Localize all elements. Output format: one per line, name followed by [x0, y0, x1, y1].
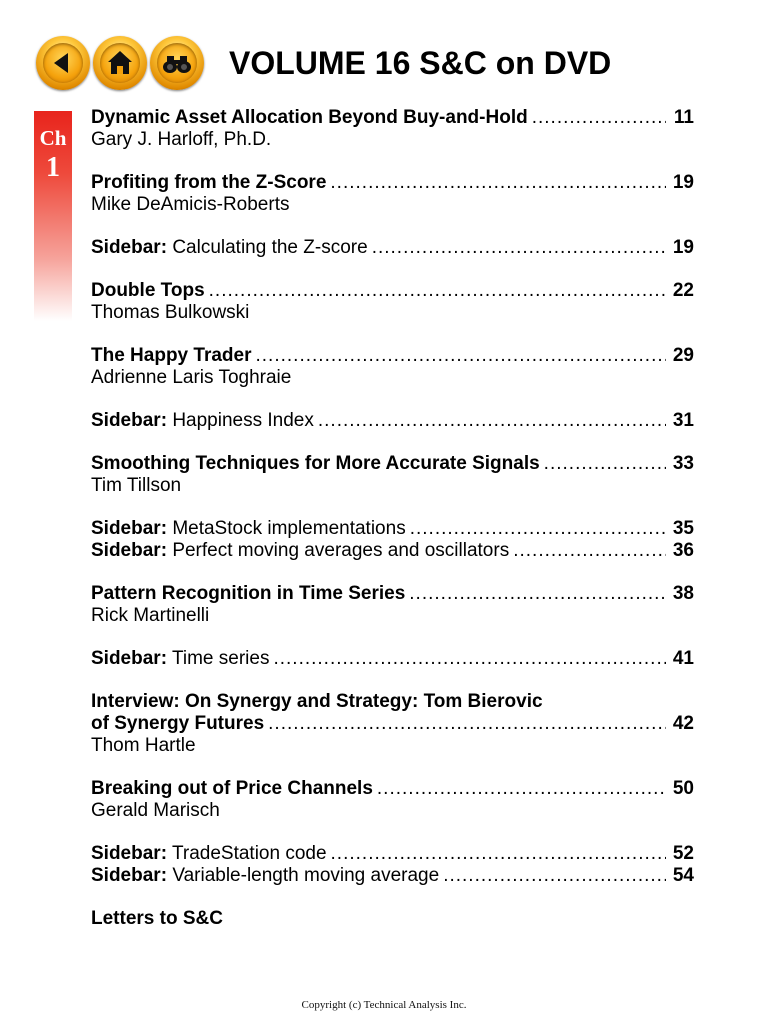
article-title: Double Tops	[91, 280, 205, 301]
toc-line[interactable]	[91, 583, 694, 605]
toc-line[interactable]	[91, 778, 694, 800]
toc-line[interactable]	[91, 280, 694, 302]
leader-dots	[318, 410, 666, 432]
page-number: 36	[672, 540, 694, 561]
leader-dots	[330, 172, 666, 194]
toc-line[interactable]	[91, 908, 694, 930]
search-button[interactable]	[150, 36, 204, 90]
article-title: Profiting from the Z-Score	[91, 172, 327, 193]
chapter-label: Ch	[39, 126, 67, 150]
page-number: 38	[672, 583, 694, 604]
leader-dots	[209, 280, 666, 302]
toc-entry[interactable]	[91, 345, 694, 389]
author-name: Tim Tillson	[91, 475, 182, 496]
toc-entry[interactable]	[91, 453, 694, 497]
article-title: Interview: On Synergy and Strategy: Tom Bierovic	[91, 691, 543, 712]
toc-entry[interactable]	[91, 691, 694, 757]
author-name: Mike DeAmicis-Roberts	[91, 194, 290, 215]
article-title: Smoothing Techniques for More Accurate Signals	[91, 453, 540, 474]
page-number: 50	[672, 778, 694, 799]
page-number: 41	[672, 648, 694, 669]
page-number: 31	[672, 410, 694, 431]
sidebar-title: Perfect moving averages and oscillators	[172, 540, 510, 561]
sidebar-prefix: Sidebar:	[91, 410, 168, 431]
author-name: Gary J. Harloff, Ph.D.	[91, 129, 272, 150]
leader-dots	[410, 518, 666, 540]
page-number: 19	[672, 237, 694, 258]
toc-line[interactable]	[91, 648, 694, 670]
toc-line[interactable]	[91, 843, 694, 865]
leader-dots	[513, 540, 666, 562]
toc-line[interactable]	[91, 107, 694, 129]
sidebar-prefix: Sidebar:	[91, 648, 168, 669]
toc-line[interactable]	[91, 518, 694, 540]
page-number: 33	[672, 453, 694, 474]
page-title: VOLUME 16 S&C on DVD	[229, 45, 612, 81]
leader-dots	[256, 345, 667, 367]
toc-entry[interactable]	[91, 583, 694, 627]
sidebar-prefix: Sidebar:	[91, 518, 168, 539]
sidebar-prefix: Sidebar:	[91, 237, 168, 258]
sidebar-prefix: Sidebar:	[91, 843, 168, 864]
sidebar-title: Happiness Index	[172, 410, 314, 431]
toc-line[interactable]	[91, 345, 694, 367]
leader-dots	[331, 843, 666, 865]
author-name: Rick Martinelli	[91, 605, 210, 626]
toc-entry-group	[91, 843, 694, 887]
sidebar-prefix: Sidebar:	[91, 540, 168, 561]
toc-entry[interactable]	[91, 648, 694, 670]
sidebar-title: Variable-length moving average	[172, 865, 440, 886]
home-button[interactable]	[93, 36, 147, 90]
sidebar-title: Time series	[171, 648, 270, 669]
page-number: 35	[672, 518, 694, 539]
back-button[interactable]	[36, 36, 90, 90]
toc-entry[interactable]	[91, 172, 694, 216]
article-title: Breaking out of Price Channels	[91, 778, 373, 799]
chapter-number: 1	[46, 152, 60, 183]
toc-entry-group	[91, 518, 694, 562]
leader-dots	[409, 583, 666, 605]
toc-entry[interactable]	[91, 778, 694, 822]
author-name: Gerald Marisch	[91, 800, 220, 821]
chapter-tab	[34, 111, 72, 321]
leader-dots	[273, 648, 666, 670]
leader-dots	[372, 237, 666, 259]
leader-dots	[532, 107, 666, 129]
page-number: 42	[672, 713, 694, 734]
toc-line[interactable]	[91, 410, 694, 432]
toc-line[interactable]	[91, 453, 694, 475]
sidebar-prefix: Sidebar:	[91, 865, 168, 886]
table-of-contents	[91, 107, 694, 951]
toc-line[interactable]	[91, 237, 694, 259]
author-name: Adrienne Laris Toghraie	[91, 367, 292, 388]
sidebar-title: Calculating the Z-score	[172, 237, 368, 258]
toc-line[interactable]	[91, 713, 694, 735]
leader-dots	[377, 778, 666, 800]
page-number: 54	[672, 865, 694, 886]
binoculars-icon	[150, 36, 204, 90]
page-number: 52	[672, 843, 694, 864]
navigation-bar	[36, 36, 207, 90]
page-number: 19	[672, 172, 694, 193]
toc-line[interactable]	[91, 540, 694, 562]
sidebar-title: TradeStation code	[171, 843, 327, 864]
toc-entry[interactable]	[91, 107, 694, 151]
page-number: 29	[672, 345, 694, 366]
home-icon	[93, 36, 147, 90]
toc-entry[interactable]	[91, 410, 694, 432]
toc-line[interactable]	[91, 865, 694, 887]
leader-dots	[268, 713, 666, 735]
leader-dots	[544, 453, 666, 475]
toc-entry[interactable]	[91, 908, 694, 930]
back-arrow-icon	[36, 36, 90, 90]
toc-line[interactable]	[91, 691, 694, 713]
copyright-notice: Copyright (c) Technical Analysis Inc.	[301, 999, 467, 1011]
article-title-continued: of Synergy Futures	[91, 713, 265, 734]
author-name: Thomas Bulkowski	[91, 302, 250, 323]
toc-entry[interactable]	[91, 280, 694, 324]
toc-entry[interactable]	[91, 237, 694, 259]
article-title: Dynamic Asset Allocation Beyond Buy-and-Hold	[91, 107, 528, 128]
page-number: 22	[672, 280, 694, 301]
toc-line[interactable]	[91, 172, 694, 194]
article-title: Letters to S&C	[91, 908, 223, 929]
article-title: Pattern Recognition in Time Series	[91, 583, 406, 604]
sidebar-title: MetaStock implementations	[172, 518, 406, 539]
article-title: The Happy Trader	[91, 345, 252, 366]
leader-dots	[443, 865, 666, 887]
page-number: 11	[673, 107, 694, 128]
author-name: Thom Hartle	[91, 735, 196, 756]
